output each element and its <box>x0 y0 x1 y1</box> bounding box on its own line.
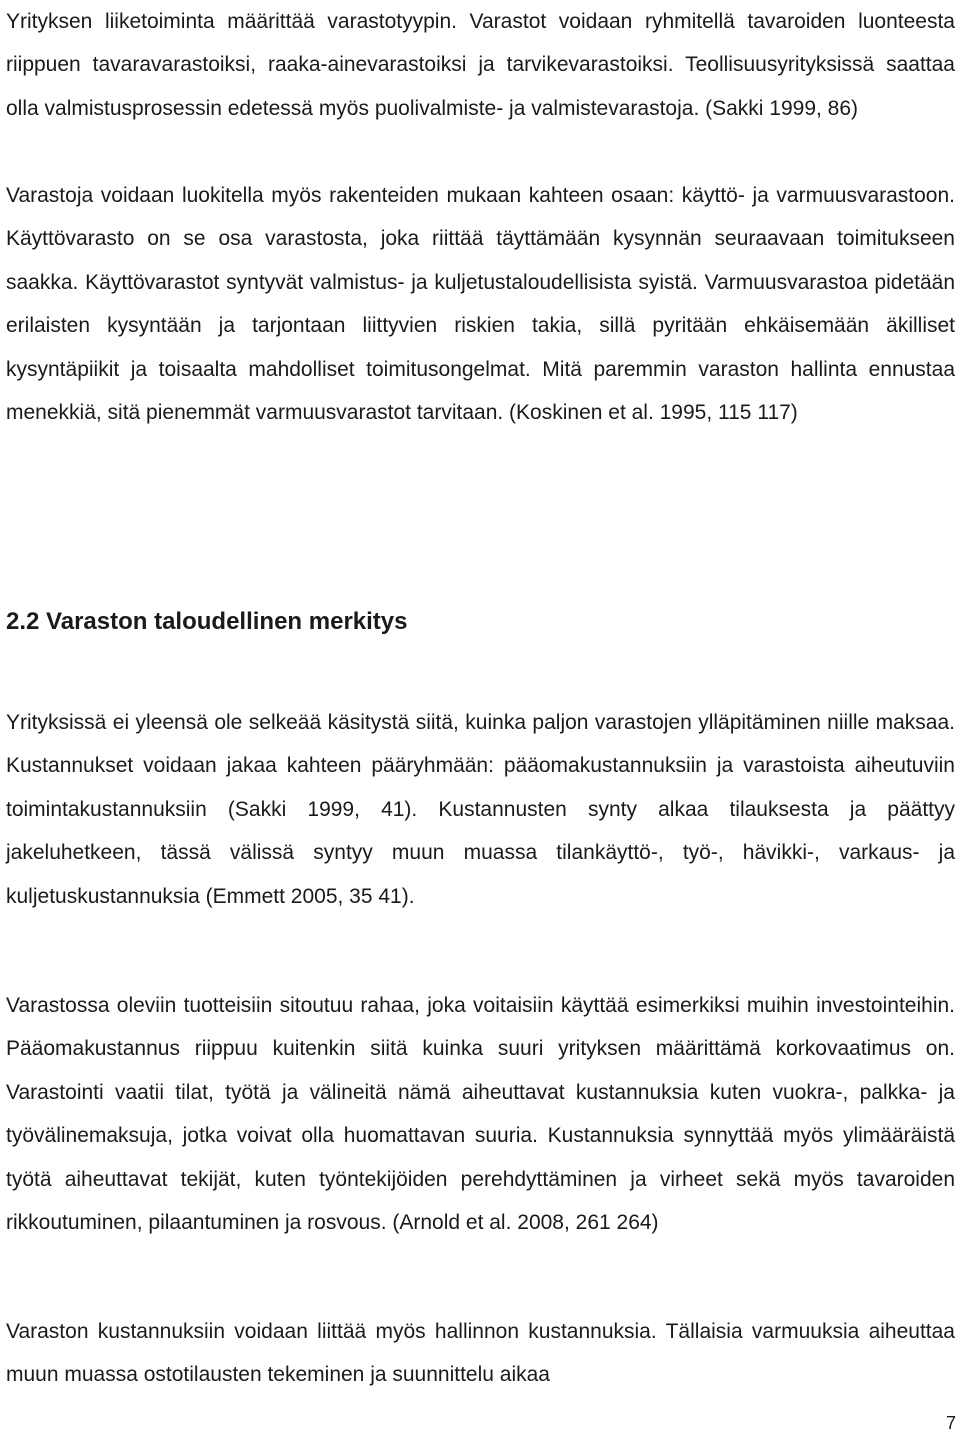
section-heading: 2.2 Varaston taloudellinen merkitys <box>6 608 408 635</box>
page-number: 7 <box>945 1413 956 1433</box>
paragraph-capital-costs: Varastossa oleviin tuotteisiin sitoutuu rahaa, joka voitaisiin käyttää esimerkiksi muihin investointeihin. Pääomakustannus riippuu kuitenkin siitä kuinka suuri yrityksen määrittämä korkovaatimus on. Varastointi vaatii tilat, työtä ja välineitä nämä aiheuttavat kustannuksia kuten vuokra-, palkka- ja työvälinemaksuja, jotka voivat olla huomattavan suuria. Kustannuksia synnyttää myös ylimääräistä työtä aiheuttavat tekijät, kuten työntekijöiden perehdyttäminen ja virheet sekä myös tavaroiden rikkoutuminen, pilaantuminen ja rosvous. (Arnold et al. 2008, 261 264) <box>6 994 955 1235</box>
paragraph-structure-classification: Varastoja voidaan luokitella myös rakenteiden mukaan kahteen osaan: käyttö- ja varmuusvarastoon. Käyttövarasto on se osa varastosta, joka riittää täyttämään kysynnän seuraavaan toimitukseen saakka. Käyttövarastot syntyvät valmistus- ja kuljetustaloudellisista syistä. Varmuusvarastoa pidetään erilaisten kysyntään ja tarjontaan liittyvien riskien takia, sillä pyritään ehkäisemään äkilliset kysyntäpiikit ja toisaalta mahdolliset toimitusongelmat. Mitä paremmin varaston hallinta ennustaa menekkiä, sitä pienemmät varmuusvarastot tarvitaan. (Koskinen et al. 1995, 115 117) <box>6 184 955 425</box>
paragraph-cost-overview: Yrityksissä ei yleensä ole selkeää käsitystä siitä, kuinka paljon varastojen ylläpitäminen niille maksaa. Kustannukset voidaan jakaa kahteen pääryhmään: pääomakustannuksiin ja varastoista aiheutuviin toimintakustannuksiin (Sakki 1999, 41). Kustannusten synty alkaa tilauksesta ja päättyy jakeluhetkeen, tässä välissä syntyy muun muassa tilankäyttö-, työ-, hävikki-, varkaus- ja kuljetuskustannuksia (Emmett 2005, 35 41). <box>6 711 955 908</box>
paragraph-warehouse-types: Yrityksen liiketoiminta määrittää varastotyypin. Varastot voidaan ryhmitellä tavaroiden luonteesta riippuen tavaravarastoiksi, raaka-ainevarastoiksi ja tarvikevarastoiksi. Teollisuusyrityksissä saattaa olla valmistusprosessin edetessä myös puolivalmiste- ja valmistevarastoja. (Sakki 1999, 86) <box>6 10 955 120</box>
paragraph-admin-costs: Varaston kustannuksiin voidaan liittää myös hallinnon kustannuksia. Tällaisia varmuuksia aiheuttaa muun muassa ostotilausten tekeminen ja suunnittelu aikaa <box>6 1320 955 1387</box>
